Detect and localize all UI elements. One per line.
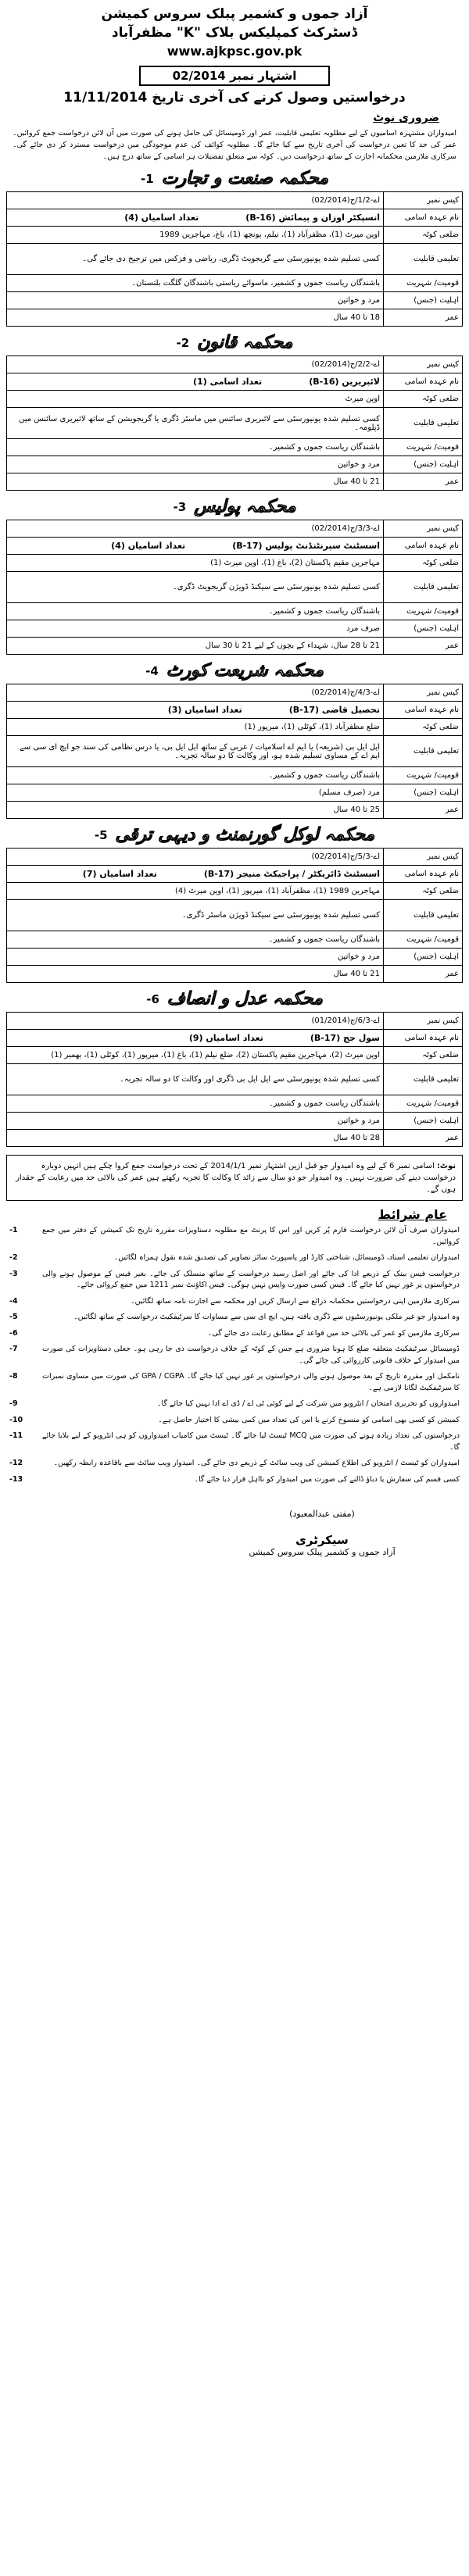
field-label: نام عہدہ اسامی [384, 209, 463, 227]
field-value-age: 18 تا 40 سال [7, 309, 384, 327]
condition-number: -6 [9, 1328, 18, 1338]
post-detail-row [7, 849, 463, 866]
field-value-age: 21 تا 28 سال، شہداء کے بچوں کے لیے 21 تا 30 سال [7, 638, 384, 655]
post-detail-row [7, 702, 463, 719]
field-label: قومیت/ شہریت [384, 603, 463, 620]
post-detail-row [7, 1095, 463, 1113]
advertisement-page [6, 0, 463, 1557]
advertisement-number: اشتہار نمبر 02/2014 [139, 66, 330, 86]
important-note [6, 112, 463, 163]
section-number: 4- [145, 663, 159, 678]
section-number: 2- [176, 335, 190, 350]
application-deadline: درخواستیں وصول کرنے کی آخری تاریخ 11/11/2014 [63, 90, 406, 105]
field-label: قومیت/ شہریت [384, 931, 463, 949]
post-name: سول جج (B-17) [310, 1033, 380, 1043]
post-detail-row [7, 684, 463, 702]
field-value-quota: ضلع مظفرآباد (1)، کوٹلی (1)، میرپور (1) [7, 719, 384, 736]
post-detail-row [7, 931, 463, 949]
post-detail-row [7, 1130, 463, 1147]
post-detail-row [7, 373, 463, 391]
post-detail-row [7, 473, 463, 491]
commission-name: آزاد جموں و کشمیر پبلک سروس کمیشن [101, 6, 368, 22]
field-label: نام عہدہ اسامی [384, 702, 463, 719]
condition-text: امیدواروں کو تحریری امتحان / انٹرویو میں شرکت کے لیے کوئی ٹی اے / ڈی اے ادا نہیں کیا جائے گا۔ [156, 1399, 460, 1408]
condition-number: -5 [9, 1313, 18, 1321]
department-name: محکمہ شریعت کورٹ [166, 661, 324, 681]
post-detail-row [7, 456, 463, 473]
field-value-quota: مہاجرین مقیم پاکستان (2)، باغ (1)، اوپن میرٹ (1) [7, 555, 384, 572]
condition-text: سرکاری ملازمین اپنی درخواستیں محکمانہ ذرائع سے ارسال کریں اور محکمہ سے اجازت نامہ ساتھ لگائیں۔ [131, 1296, 460, 1306]
field-label: اہلیت (جنس) [384, 456, 463, 473]
department-name: محکمہ قانون [197, 333, 293, 352]
post-detail-row [7, 784, 463, 802]
field-value-nationality: باشندگان ریاست جموں و کشمیر۔ [7, 439, 384, 456]
field-value-case: اے-6/3/ج(01/2014) [7, 1013, 384, 1030]
field-label: ضلعی کوٹہ [384, 227, 463, 244]
department-heading [6, 497, 463, 516]
condition-item [9, 1431, 460, 1453]
post-detail-row [7, 309, 463, 327]
post-detail-row [7, 603, 463, 620]
field-value-quota: اوپن میرٹ (2)، مہاجرین مقیم پاکستان (2)، ضلع نیلم (1)، باغ (1)، میرپور (1)، کوٹلی (1)، بھمبر (1) [7, 1047, 384, 1064]
condition-number: -7 [9, 1345, 18, 1353]
department-heading [6, 661, 463, 681]
post-detail-row [7, 244, 463, 275]
condition-item [9, 1399, 460, 1410]
post-count: تعداد اسامیاں (3) [167, 705, 242, 715]
field-label: تعلیمی قابلیت [384, 900, 463, 931]
post-details-table [6, 1012, 463, 1147]
signatory-organization: آزاد جموں و کشمیر پبلک سروس کمیشن [249, 1547, 396, 1557]
field-value-case: اے-3/3/ج(02/2014) [7, 520, 384, 538]
post-detail-row [7, 209, 463, 227]
condition-item [9, 1415, 460, 1427]
field-label: عمر [384, 473, 463, 491]
field-label: اہلیت (جنس) [384, 949, 463, 966]
field-value-age: 25 تا 40 سال [7, 802, 384, 819]
post-detail-row [7, 883, 463, 900]
field-label: ضلعی کوٹہ [384, 883, 463, 900]
condition-number: -2 [9, 1253, 18, 1262]
condition-text: امیدواران تعلیمی اسناد، ڈومیسائل، شناختی کارڈ اور پاسپورٹ سائز تصاویر کی تصدیق شدہ نقول ہمراہ لگائیں۔ [113, 1253, 460, 1262]
field-label: تعلیمی قابلیت [384, 1064, 463, 1095]
field-value-post [7, 702, 384, 719]
post-details-table [6, 191, 463, 327]
field-value-post [7, 866, 384, 883]
field-value-case: اے-1/2/ج(02/2014) [7, 192, 384, 209]
field-value-quota: مہاجرین 1989 (1)، مظفرآباد (1)، میرپور (1)، اوپن میرٹ (4) [7, 883, 384, 900]
field-label: قومیت/ شہریت [384, 1095, 463, 1113]
field-value-sex: مرد و خواتین [7, 1113, 384, 1130]
field-label: قومیت/ شہریت [384, 767, 463, 784]
department-name: محکمہ لوکل گورنمنٹ و دیہی ترقی [115, 825, 375, 845]
general-conditions-title: عام شرائط [378, 1207, 447, 1222]
post-detail-row [7, 767, 463, 784]
field-value-age: 21 تا 40 سال [7, 473, 384, 491]
post-detail-row [7, 802, 463, 819]
condition-number: -8 [9, 1372, 18, 1381]
field-label: عمر [384, 802, 463, 819]
post-name: اسسٹنٹ سپرنٹنڈنٹ پولیس (B-17) [232, 541, 380, 551]
field-value-sex: مرد و خواتین [7, 456, 384, 473]
website-link[interactable]: www.ajkpsc.gov.pk [166, 44, 303, 59]
field-value-post [7, 373, 384, 391]
field-value-nationality: باشندگان ریاست جموں و کشمیر۔ [7, 603, 384, 620]
post-detail-row [7, 572, 463, 603]
post-detail-row [7, 1013, 463, 1030]
field-value-nationality: باشندگان ریاست جموں و کشمیر۔ [7, 931, 384, 949]
signature-block [244, 1509, 400, 1557]
condition-item [9, 1458, 460, 1470]
field-value-age: 21 تا 40 سال [7, 966, 384, 983]
post-name: اسسٹنٹ ڈائریکٹر / پراجیکٹ منیجر (B-17) [203, 869, 380, 879]
condition-text: کمیشن کو کسی بھی اسامی کو منسوخ کرنے یا اس کی تعداد میں کمی بیشی کا اختیار حاصل ہے۔ [158, 1415, 460, 1424]
department-name: محکمہ عدل و انصاف [166, 989, 323, 1009]
field-label: عمر [384, 309, 463, 327]
signatory-designation: سیکرٹری [295, 1533, 349, 1547]
field-label: ضلعی کوٹہ [384, 1047, 463, 1064]
field-value-qualification: کسی تسلیم شدہ یونیورسٹی سے سیکنڈ ڈویژن ماسٹر ڈگری۔ [7, 900, 384, 931]
field-label: نام عہدہ اسامی [384, 373, 463, 391]
post-count: تعداد اسامیاں (4) [124, 213, 199, 223]
condition-number: -9 [9, 1399, 18, 1408]
field-label: عمر [384, 1130, 463, 1147]
condition-number: -10 [9, 1415, 23, 1424]
field-label: ضلعی کوٹہ [384, 555, 463, 572]
condition-text: نامکمل اور مقررہ تاریخ کے بعد موصول ہونے والی درخواستوں پر غور نہیں کیا جائے گا۔ GPA / CGPA کی صورت میں مساوی نمبرات کا سرٹیفکیٹ لگانا لازمی ہے۔ [42, 1372, 460, 1392]
condition-item [9, 1296, 460, 1308]
field-value-case: اے-4/3/ج(02/2014) [7, 684, 384, 702]
post-section [6, 661, 463, 819]
header [6, 5, 463, 105]
general-conditions-list [6, 1225, 463, 1485]
field-label: کیس نمبر [384, 1013, 463, 1030]
condition-item [9, 1344, 460, 1367]
commission-address: ڈسٹرکٹ کمپلیکس بلاک "K" مظفرآباد [111, 25, 358, 41]
field-label: اہلیت (جنس) [384, 292, 463, 309]
condition-text: درخواستوں کی تعداد زیادہ ہونے کی صورت میں MCQ ٹیسٹ لیا جائے گا۔ ٹیسٹ میں کامیاب امیدواروں کو ہی انٹرویو کے لیے بلایا جائے گا۔ [42, 1431, 460, 1452]
post-detail-row [7, 1030, 463, 1047]
field-label: اہلیت (جنس) [384, 784, 463, 802]
signatory-name: (مفتی عبدالمعبود) [289, 1509, 355, 1519]
department-heading [6, 989, 463, 1009]
important-note-title: ضروری نوٹ [373, 112, 439, 124]
post-detail-row [7, 439, 463, 456]
condition-text: کسی قسم کی سفارش یا دباؤ ڈالنے کی صورت میں امیدوار کو نااہل قرار دیا جائے گا۔ [194, 1474, 460, 1484]
condition-item [9, 1328, 460, 1340]
field-label: کیس نمبر [384, 849, 463, 866]
post-count: تعداد اسامی (1) [193, 377, 263, 387]
post-detail-row [7, 192, 463, 209]
field-value-sex: صرف مرد [7, 620, 384, 638]
field-label: ضلعی کوٹہ [384, 719, 463, 736]
field-value-sex: مرد و خواتین [7, 292, 384, 309]
condition-number: -1 [9, 1226, 18, 1234]
condition-item [9, 1252, 460, 1264]
important-note-text: امیدواران مشتہرہ اسامیوں کے لیے مطلوبہ تعلیمی قابلیت، عمر اور ڈومیسائل کی حامل ہونے کی صورت میں آن لائن درخواست جمع کروائیں۔ عمر کی حد کا تعین درخواست کی آخری تاریخ سے کیا جائے گا۔ مطلوبہ کوائف کی عدم موجودگی میں درخواست مسترد کر دی جائے گی۔ سرکاری ملازمین محکمانہ اجازت کے ساتھ درخواست دیں۔ کوٹہ سے متعلق تفصیلات ہر اسامی کے ساتھ درج ہیں۔ [13, 129, 456, 161]
condition-item [9, 1269, 460, 1292]
post-detail-row [7, 538, 463, 555]
condition-number: -11 [9, 1431, 23, 1440]
field-label: نام عہدہ اسامی [384, 538, 463, 555]
condition-item [9, 1312, 460, 1324]
field-label: قومیت/ شہریت [384, 275, 463, 292]
field-value-qualification: کسی تسلیم شدہ یونیورسٹی سے ایل ایل بی ڈگری اور وکالت کا دو سالہ تجربہ۔ [7, 1064, 384, 1095]
section-number: 3- [173, 499, 187, 514]
additional-note-text: اسامی نمبر 6 کے لیے وہ امیدوار جو قبل ازیں اشتہار نمبر 2014/1/1 کے تحت درخواست جمع کروا چکے ہیں انہیں دوبارہ درخواست دینے کی ضرورت نہیں۔ وہ امیدوار جو دو سال سے زائد کا وکالت کا تجربہ رکھتے ہیں عمر کی بالائی حد میں رعایت کے حقدار ہوں گے۔ [16, 1162, 456, 1194]
field-value-quota: اوپن میرٹ (1)، مظفرآباد (1)، نیلم، پونچھ (1)، باغ، مہاجرین 1989 [7, 227, 384, 244]
field-value-qualification: ایل ایل بی (شریعہ) یا ایم اے اسلامیات / عربی کے ساتھ ایل ایل بی، یا درس نظامی کی سند جو ایچ ای سی سے ایم اے کے مساوی تسلیم شدہ ہو، اور وکالت کا دو سالہ تجربہ۔ [7, 736, 384, 767]
post-detail-row [7, 966, 463, 983]
department-name: محکمہ صنعت و تجارت [161, 169, 328, 188]
post-section [6, 825, 463, 983]
department-name: محکمہ پولیس [194, 497, 296, 516]
post-detail-row [7, 1064, 463, 1095]
field-value-sex: مرد (صرف مسلم) [7, 784, 384, 802]
condition-text: امیدواران کو ٹیسٹ / انٹرویو کی اطلاع کمیشن کی ویب سائٹ کے ذریعے دی جائے گی۔ امیدوار ویب سائٹ سے باقاعدہ رابطہ رکھیں۔ [53, 1459, 460, 1467]
additional-note-label: نوٹ: [436, 1162, 456, 1170]
post-detail-row [7, 520, 463, 538]
field-value-post [7, 209, 384, 227]
post-detail-row [7, 227, 463, 244]
field-value-case: اے-5/3/ج(02/2014) [7, 849, 384, 866]
post-details-table [6, 520, 463, 655]
field-value-qualification: کسی تسلیم شدہ یونیورسٹی سے لائبریری سائنس میں ماسٹر ڈگری یا گریجویشن کے ساتھ لائبریری سائنس میں ڈپلومہ۔ [7, 408, 384, 439]
field-label: تعلیمی قابلیت [384, 736, 463, 767]
post-detail-row [7, 391, 463, 408]
field-label: نام عہدہ اسامی [384, 1030, 463, 1047]
post-detail-row [7, 1113, 463, 1130]
post-details-table [6, 848, 463, 983]
post-detail-row [7, 866, 463, 883]
field-value-age: 28 تا 40 سال [7, 1130, 384, 1147]
post-count: تعداد اسامیاں (9) [188, 1033, 263, 1043]
condition-item [9, 1225, 460, 1248]
field-label: عمر [384, 966, 463, 983]
field-value-quota: اوپن میرٹ [7, 391, 384, 408]
post-detail-row [7, 356, 463, 373]
additional-note [6, 1155, 463, 1201]
posts-sections [6, 169, 463, 1147]
field-value-post [7, 538, 384, 555]
post-detail-row [7, 292, 463, 309]
field-label: کیس نمبر [384, 192, 463, 209]
section-number: 5- [94, 827, 108, 842]
field-value-qualification: کسی تسلیم شدہ یونیورسٹی سے گریجویٹ ڈگری، ریاضی و فزکس میں ترجیح دی جائے گی۔ [7, 244, 384, 275]
condition-number: -12 [9, 1459, 23, 1467]
post-detail-row [7, 620, 463, 638]
field-label: تعلیمی قابلیت [384, 244, 463, 275]
condition-text: درخواست فیس بینک کے ذریعے ادا کی جائے اور اصل رسید درخواست کے ساتھ منسلک کی جائے۔ بغیر فیس کے موصول ہونے والی درخواستوں پر غور نہیں کیا جائے گا۔ فیس کسی صورت واپس نہیں ہوگی۔ فیس اکاؤنٹ نمبر 1211 میں جمع کروائی جائے۔ [42, 1269, 460, 1289]
field-label: کیس نمبر [384, 684, 463, 702]
field-value-nationality: باشندگان ریاست جموں و کشمیر۔ [7, 767, 384, 784]
field-value-post [7, 1030, 384, 1047]
post-section [6, 169, 463, 327]
department-heading [6, 169, 463, 188]
post-detail-row [7, 275, 463, 292]
condition-text: امیدواران صرف آن لائن درخواست فارم پُر کریں اور اس کا پرنٹ مع مطلوبہ دستاویزات مقررہ تاریخ تک کمیشن کے دفتر میں جمع کروائیں۔ [42, 1226, 460, 1246]
field-value-qualification: کسی تسلیم شدہ یونیورسٹی سے سیکنڈ ڈویژن گریجویٹ ڈگری۔ [7, 572, 384, 603]
condition-number: -3 [9, 1269, 18, 1278]
condition-item [9, 1474, 460, 1486]
field-label: قومیت/ شہریت [384, 439, 463, 456]
field-label: عمر [384, 638, 463, 655]
post-detail-row [7, 555, 463, 572]
field-label: تعلیمی قابلیت [384, 572, 463, 603]
condition-number: -4 [9, 1296, 18, 1306]
field-label: اہلیت (جنس) [384, 620, 463, 638]
condition-text: ڈومیسائل سرٹیفکیٹ متعلقہ ضلع کا ہونا ضروری ہے جس کے کوٹہ کے خلاف درخواست دی جا رہی ہو۔ جعلی دستاویزات کی صورت میں امیدوار کے خلاف قانونی کارروائی کی جائے گی۔ [42, 1345, 460, 1365]
field-label: کیس نمبر [384, 520, 463, 538]
field-value-nationality: باشندگان ریاست جموں و کشمیر۔ [7, 1095, 384, 1113]
post-detail-row [7, 949, 463, 966]
post-section [6, 989, 463, 1147]
post-detail-row [7, 1047, 463, 1064]
post-detail-row [7, 719, 463, 736]
post-count: تعداد اسامیاں (4) [111, 541, 186, 551]
post-name: تحصیل قاضی (B-17) [288, 705, 380, 715]
post-name: انسپکٹر اوزان و پیمائش (B-16) [245, 213, 380, 223]
post-detail-row [7, 736, 463, 767]
post-section [6, 333, 463, 491]
section-number: 1- [141, 171, 154, 186]
condition-item [9, 1371, 460, 1394]
field-label: کیس نمبر [384, 356, 463, 373]
department-heading [6, 825, 463, 845]
field-value-case: اے-2/2/ج(02/2014) [7, 356, 384, 373]
post-details-table [6, 355, 463, 491]
post-name: لائبریرین (B-16) [309, 377, 380, 387]
condition-text: وہ امیدوار جو غیر ملکی یونیورسٹیوں سے ڈگری یافتہ ہیں، ایچ ای سی سے مساوات کا سرٹیفکیٹ درخواست کے ساتھ لگائیں۔ [73, 1313, 460, 1321]
post-details-table [6, 684, 463, 819]
section-number: 6- [146, 991, 159, 1006]
post-detail-row [7, 408, 463, 439]
post-detail-row [7, 638, 463, 655]
field-label: نام عہدہ اسامی [384, 866, 463, 883]
post-count: تعداد اسامیاں (7) [82, 869, 157, 879]
condition-number: -13 [9, 1474, 23, 1484]
field-label: ضلعی کوٹہ [384, 391, 463, 408]
post-section [6, 497, 463, 655]
field-label: تعلیمی قابلیت [384, 408, 463, 439]
department-heading [6, 333, 463, 352]
field-value-sex: مرد و خواتین [7, 949, 384, 966]
field-value-nationality: باشندگان ریاست جموں و کشمیر، ماسوائے ریاستی باشندگان گلگت بلتستان۔ [7, 275, 384, 292]
condition-text: سرکاری ملازمین کو عمر کی بالائی حد میں قواعد کے مطابق رعایت دی جائے گی۔ [207, 1328, 460, 1338]
field-label: اہلیت (جنس) [384, 1113, 463, 1130]
post-detail-row [7, 900, 463, 931]
